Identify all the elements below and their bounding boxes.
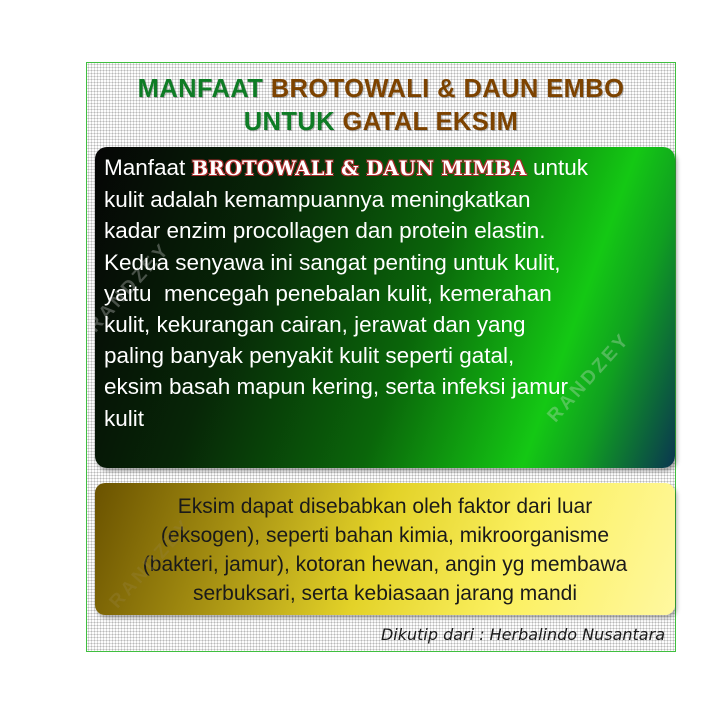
watermark: RANDZEY — [543, 328, 635, 427]
causes-line: serbuksari, serta kebiasaan jarang mandi — [192, 582, 578, 605]
benefits-line-prefix: Manfaat — [104, 155, 192, 180]
benefits-line: eksim basah mapun kering, serta infeksi jamur — [104, 374, 568, 400]
causes-line: Eksim dapat disebabkan oleh faktor dari luar — [177, 495, 593, 518]
benefits-line — [104, 152, 676, 184]
benefits-line: kulit — [104, 405, 145, 431]
causes-panel — [95, 483, 675, 615]
title-word-manfaat: MANFAAT — [137, 75, 271, 103]
benefits-line-suffix: untuk — [526, 155, 588, 180]
title-condition: GATAL EKSIM — [342, 108, 519, 136]
benefits-line: kadar enzim procollagen dan protein elastin. — [104, 218, 546, 244]
benefits-line: paling banyak penyakit kulit seperti gatal, — [104, 343, 515, 369]
benefits-text — [104, 152, 676, 434]
causes-line: (bakteri, jamur), kotoran hewan, angin yg membawa — [142, 553, 628, 576]
title-herbs: BROTOWALI & DAUN EMBO — [270, 75, 625, 103]
benefits-panel — [95, 147, 675, 468]
causes-text — [95, 492, 675, 608]
title-line-1 — [87, 77, 675, 103]
watermark: RANDZEY — [83, 238, 175, 337]
causes-line: (eksogen), seperti bahan kimia, mikroorganisme — [160, 524, 610, 547]
title-word-untuk: UNTUK — [243, 108, 343, 136]
title-line-2 — [87, 110, 675, 136]
benefits-line: Kedua senyawa ini sangat penting untuk kulit, — [104, 249, 561, 275]
watermark: RANDZEY — [105, 514, 197, 613]
benefits-line: kulit adalah kemampuannya meningkatkan — [104, 187, 531, 213]
source-credit: Dikutip dari : Herbalindo Nusantara — [380, 625, 665, 644]
benefits-line: yaitu mencegah penebalan kulit, kemerahan — [104, 280, 552, 306]
herb-names-highlight: BROTOWALI & DAUN MIMBA — [191, 157, 527, 180]
benefits-line: kulit, kekurangan cairan, jerawat dan yang — [104, 312, 526, 338]
poster — [83, 62, 676, 652]
